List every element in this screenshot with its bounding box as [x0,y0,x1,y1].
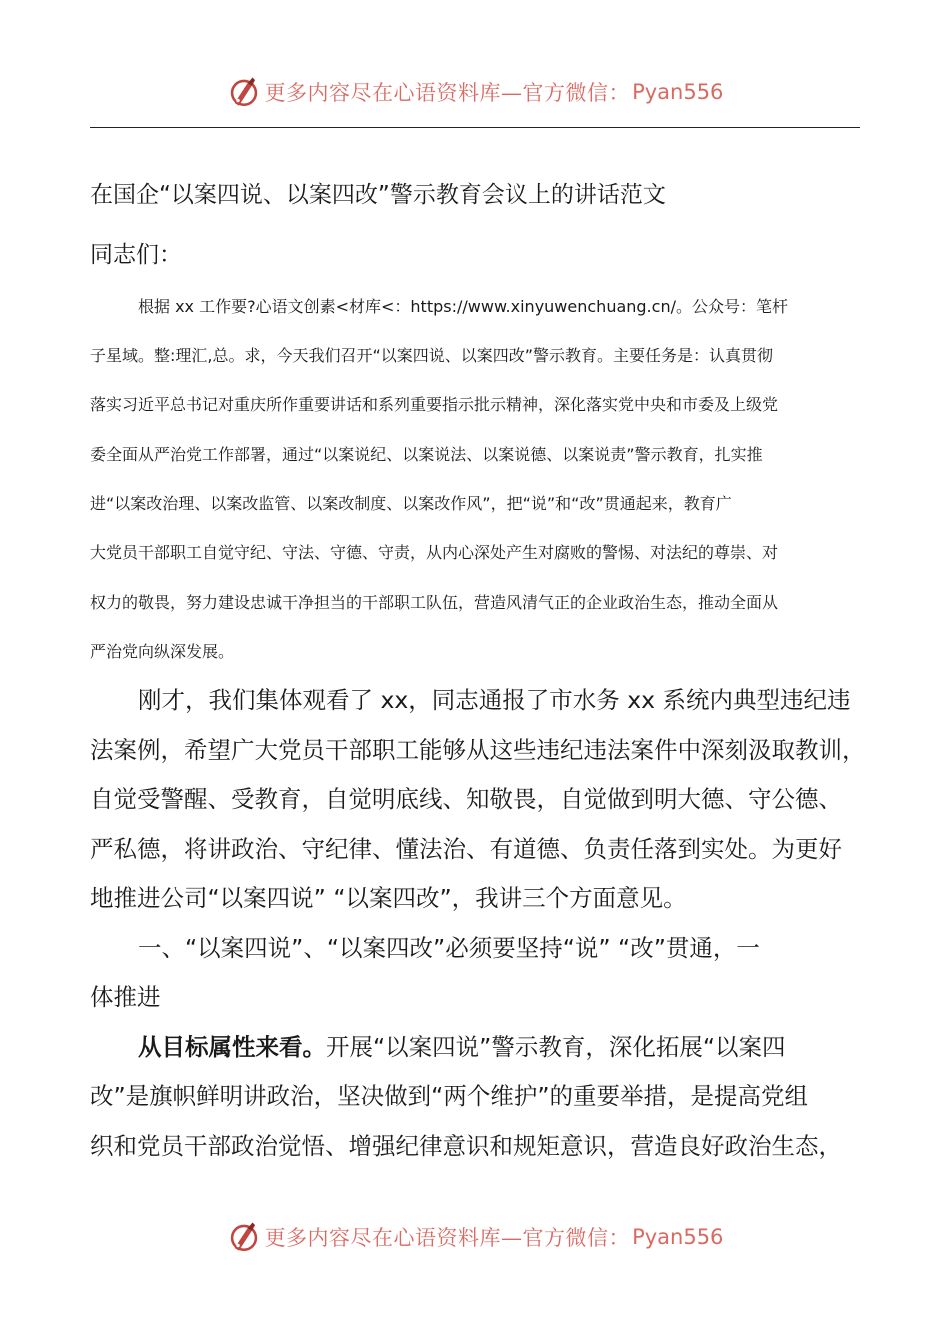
intro-line: 根据 xx 工作要?心语文创素<材库<：https://www.xinyuwenchuang.cn/。公众号：笔杆 [138,297,788,316]
header-divider [90,127,860,128]
paragraph-line [138,1027,786,1067]
pen-logo-icon [227,1220,261,1254]
paragraph-line: 织和党员干部政治觉悟、增强纪律意识和规矩意识，营造良好政治生态， [90,1132,842,1160]
intro-line: 权力的敬畏，努力建设忠诚干净担当的干部职工队伍，营造风清气正的企业政治生态，推动全面从 [90,593,779,612]
paragraph-lead-bold: 从目标属性来看。 [138,1033,326,1061]
paragraph-lead-rest: 开展“以案四说”警示教育，深化拓展“以案四 [326,1033,786,1061]
section-heading: 一、“以案四说”、“以案四改”必须要坚持“说” “改”贯通，一 [138,934,760,962]
intro-line: 进“以案改治理、以案改监管、以案改制度、以案改作风”，把“说”和“改”贯通起来，教育广 [90,494,732,513]
intro-line: 大党员干部职工自觉守纪、守法、守德、守责，从内心深处产生对腐败的警惕、对法纪的尊崇、对 [90,543,779,562]
paragraph-line: 刚才，我们集体观看了 xx，同志通报了市水务 xx 系统内典型违纪违 [138,686,851,714]
pen-logo-icon [227,75,261,109]
footer-banner [0,1215,950,1259]
intro-line: 严治党向纵深发展。 [90,642,235,661]
header-banner [0,70,950,114]
paragraph-line: 法案例，希望广大党员干部职工能够从这些违纪违法案件中深刻汲取教训， [90,736,866,764]
banner-wechat-id: Pyan556 [632,80,724,104]
banner-text: 更多内容尽在心语资料库—官方微信： [264,1226,631,1250]
intro-line: 落实习近平总书记对重庆所作重要讲话和系列重要指示批示精神，深化落实党中央和市委及上级党 [90,395,779,414]
paragraph-line: 改”是旗帜鲜明讲政治，坚决做到“两个维护”的重要举措，是提高党组 [90,1082,809,1110]
salutation: 同志们： [90,242,182,268]
intro-line: 子星域。整:理汇,总。求，今天我们召开“以案四说、以案四改”警示教育。主要任务是：认真贯彻 [90,346,774,365]
intro-line: 委全面从严治党工作部署，通过“以案说纪、以案说法、以案说德、以案说责”警示教育，扎实推 [90,445,763,464]
banner-wechat-id: Pyan556 [632,1225,724,1249]
document-title: 在国企“以案四说、以案四改”警示教育会议上的讲话范文 [90,182,666,208]
paragraph-line: 地推进公司“以案四说” “以案四改”，我讲三个方面意见。 [90,884,687,912]
section-heading: 体推进 [90,983,161,1011]
banner-text: 更多内容尽在心语资料库—官方微信： [264,81,631,105]
paragraph-line: 自觉受警醒、受教育，自觉明底线、知敬畏，自觉做到明大德、守公德、 [90,785,842,813]
paragraph-line: 严私德，将讲政治、守纪律、懂法治、有道德、负责任落到实处。为更好 [90,835,842,863]
